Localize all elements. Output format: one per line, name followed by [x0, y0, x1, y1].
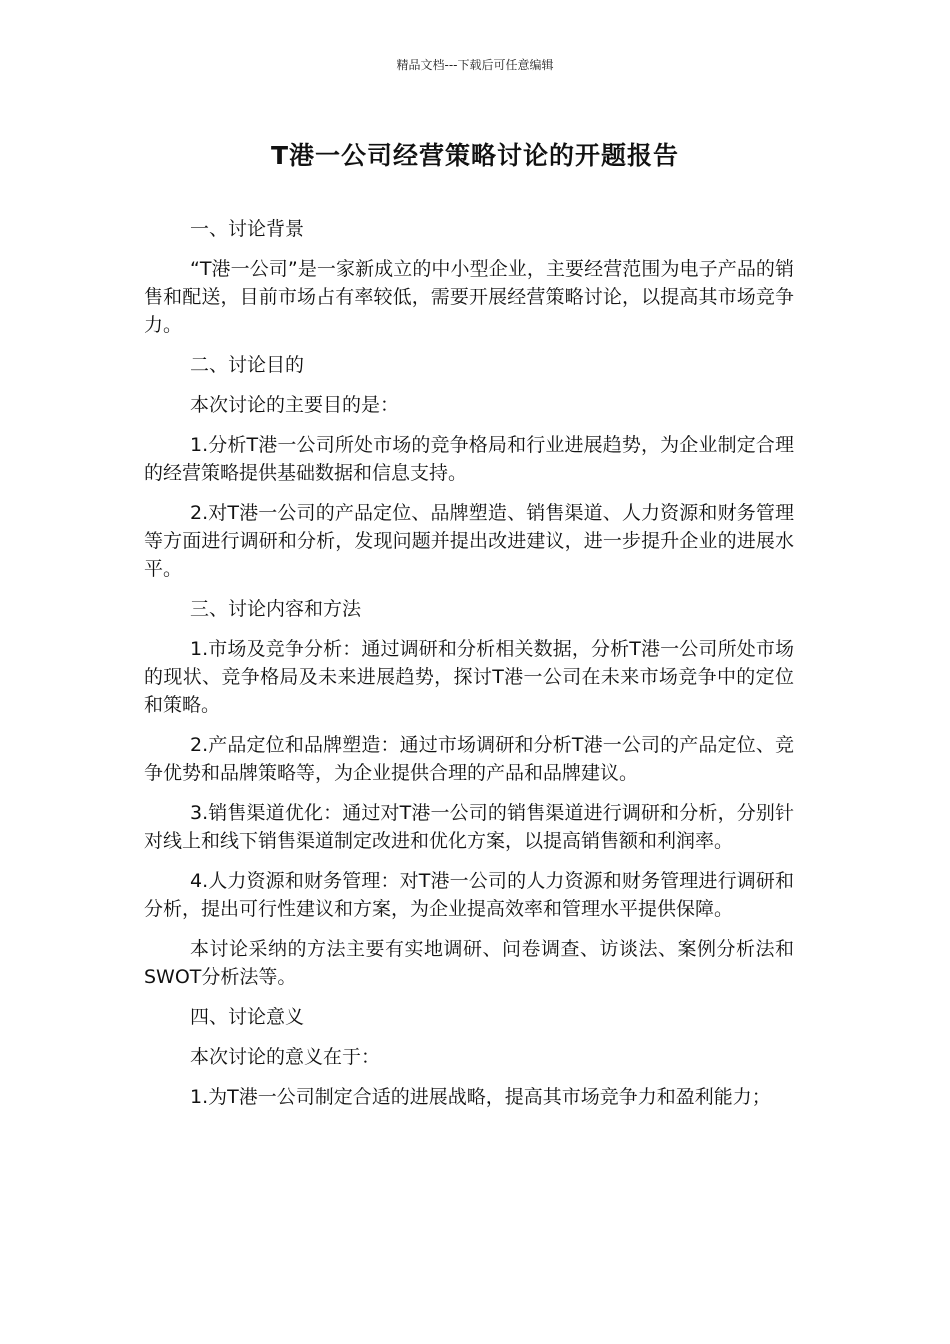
- section-heading: 二、讨论目的: [190, 354, 305, 376]
- paragraph: 1.为T港一公司制定合适的进展战略，提高其市场竞争力和盈利能力；: [190, 1086, 771, 1108]
- paragraph: 本次讨论的主要目的是：: [190, 394, 400, 416]
- section-purpose: [144, 351, 794, 583]
- section-significance: [144, 1003, 794, 1111]
- paragraph: 1.市场及竞争分析：通过调研和分析相关数据，分析T港一公司所处市场的现状、竞争格局及未来进展趋势，探讨T港一公司在未来市场竞争中的定位和策略。: [144, 638, 794, 716]
- document-title: T港一公司经营策略讨论的开题报告: [270, 141, 680, 170]
- paragraph: 3.销售渠道优化：通过对T港一公司的销售渠道进行调研和分析，分别针对线上和线下销售渠道制定改进和优化方案，以提高销售额和利润率。: [144, 802, 794, 852]
- section-heading: 四、讨论意义: [190, 1006, 305, 1028]
- section-heading: 三、讨论内容和方法: [190, 598, 362, 620]
- section-heading: 一、讨论背景: [190, 218, 305, 240]
- section-background: [144, 215, 794, 339]
- paragraph: 2.产品定位和品牌塑造：通过市场调研和分析T港一公司的产品定位、竞争优势和品牌策略等，为企业提供合理的产品和品牌建议。: [144, 734, 794, 784]
- paragraph: 本讨论采纳的方法主要有实地调研、问卷调查、访谈法、案例分析法和SWOT分析法等。: [144, 938, 794, 988]
- paragraph: 本次讨论的意义在于：: [190, 1046, 381, 1068]
- paragraph: 1.分析T港一公司所处市场的竞争格局和行业进展趋势，为企业制定合理的经营策略提供基础数据和信息支持。: [144, 434, 794, 484]
- section-content-methods: [144, 595, 794, 991]
- paragraph: “T港一公司”是一家新成立的中小型企业，主要经营范围为电子产品的销售和配送，目前市场占有率较低，需要开展经营策略讨论，以提高其市场竞争力。: [144, 258, 794, 336]
- paragraph: 2.对T港一公司的产品定位、品牌塑造、销售渠道、人力资源和财务管理等方面进行调研和分析，发现问题并提出改进建议，进一步提升企业的进展水平。: [144, 502, 794, 580]
- document-body: [144, 215, 794, 1123]
- page-header-watermark: 精品文档---下载后可任意编辑: [396, 58, 554, 72]
- paragraph: 4.人力资源和财务管理：对T港一公司的人力资源和财务管理进行调研和分析，提出可行性建议和方案，为企业提高效率和管理水平提供保障。: [144, 870, 794, 920]
